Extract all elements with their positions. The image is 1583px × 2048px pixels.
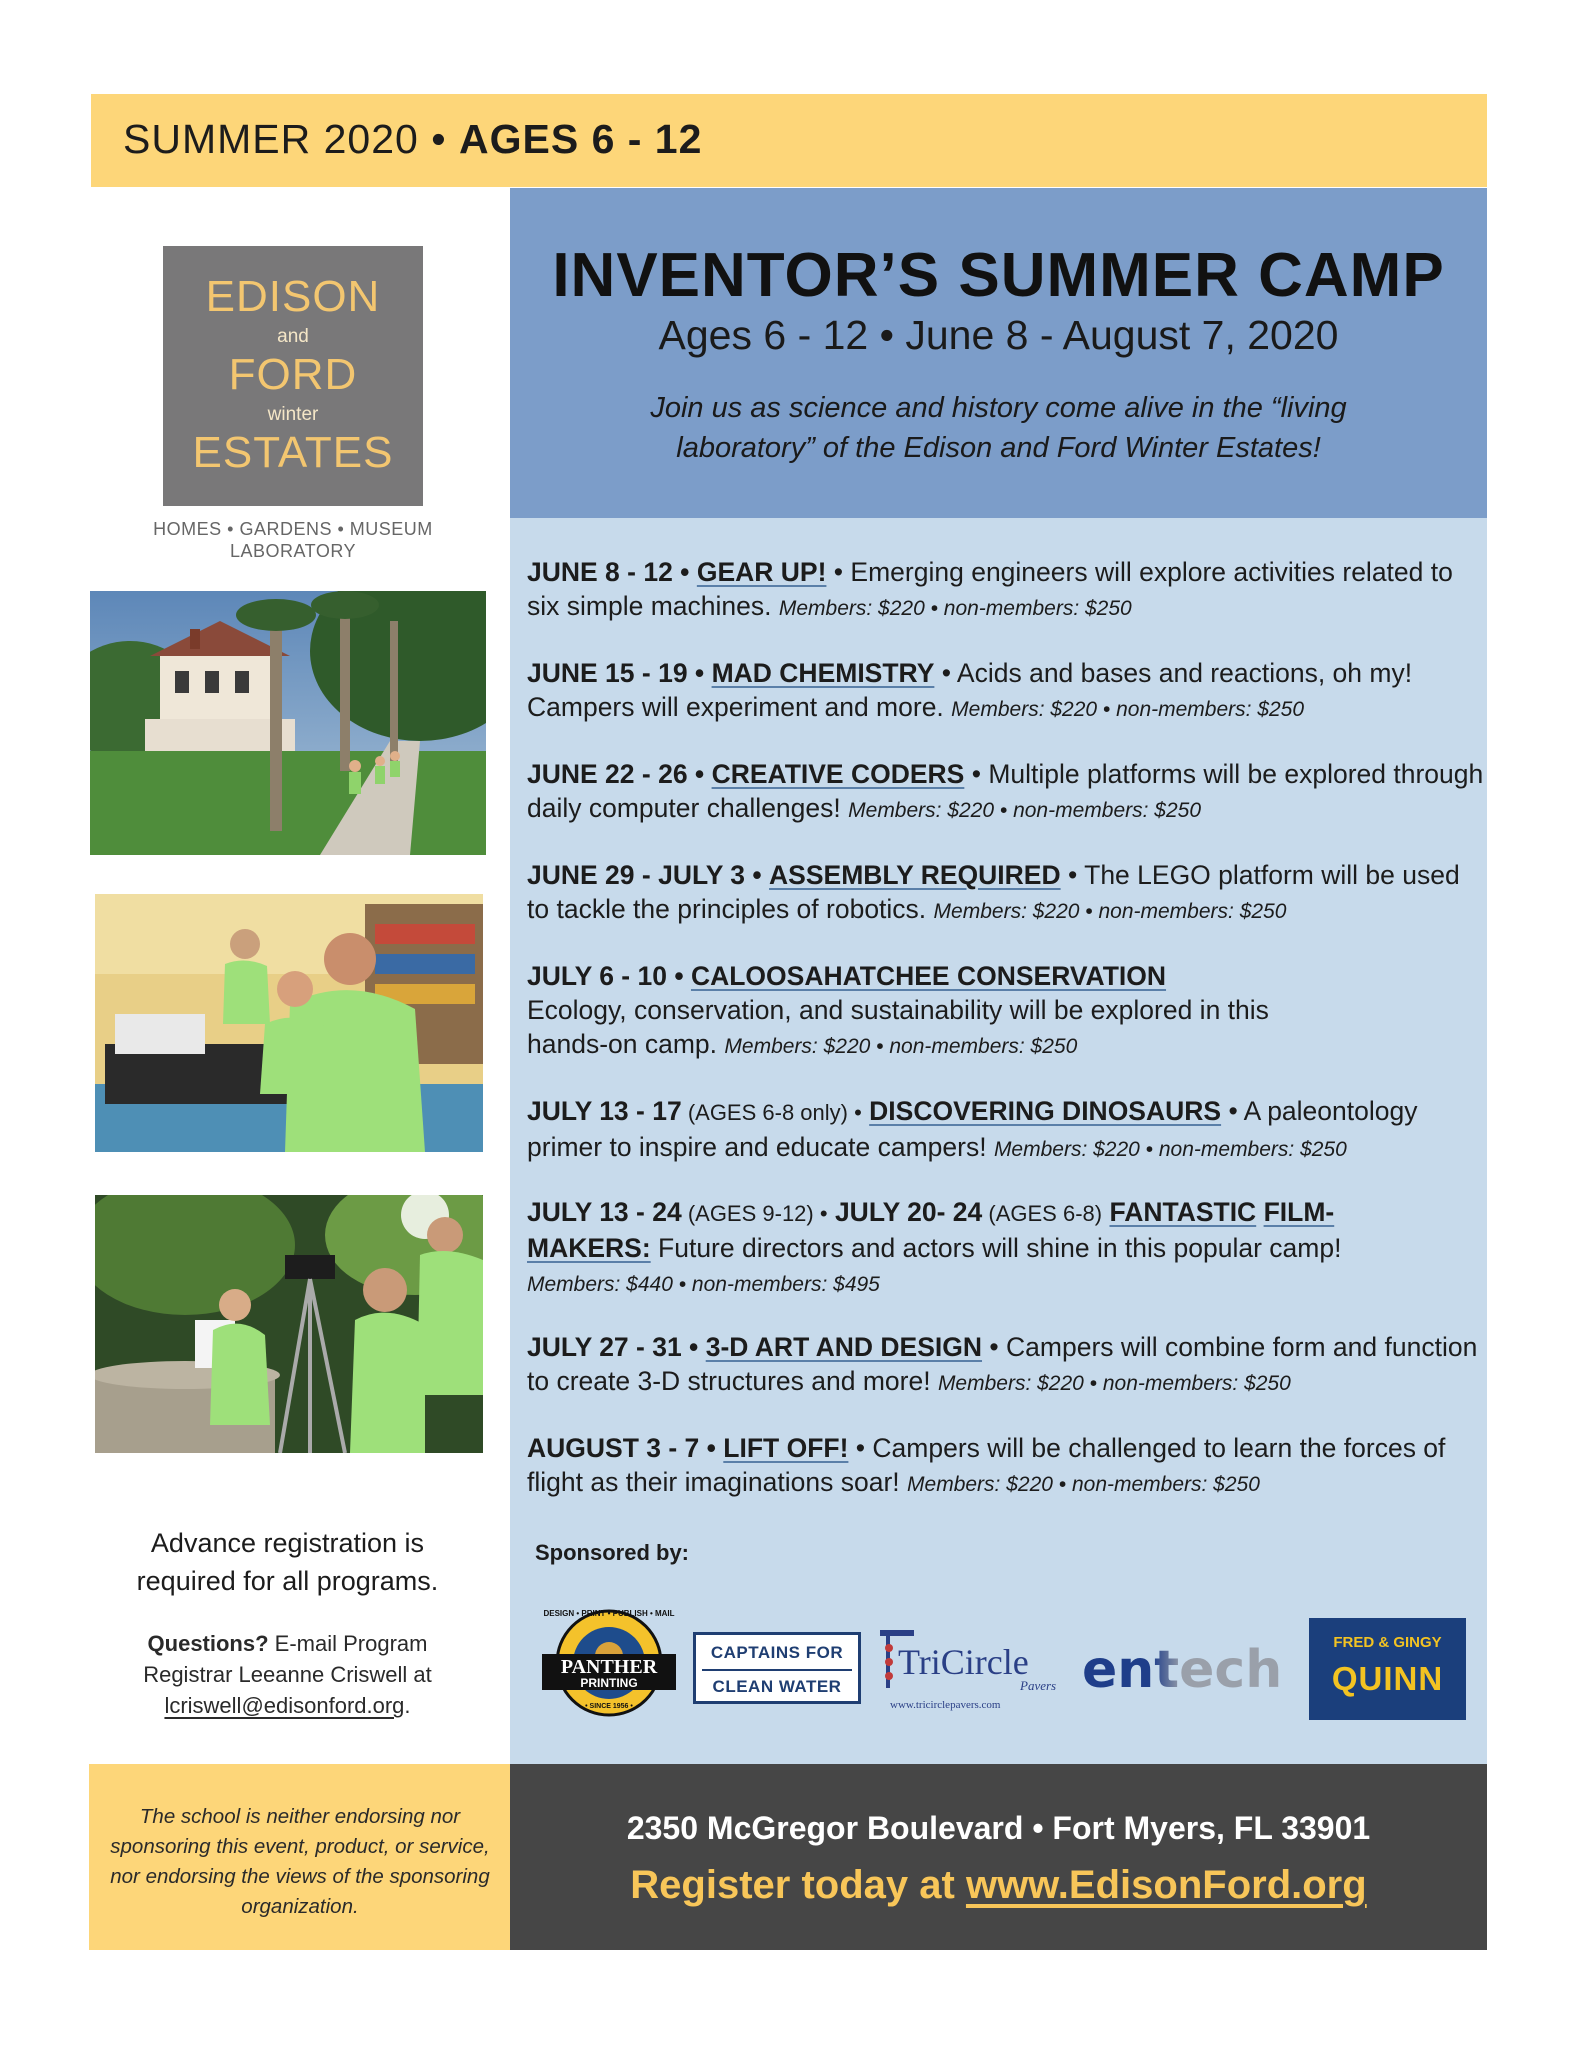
contact-email-link[interactable]: lcriswell@edisonford.org [164,1693,405,1718]
fred-gingy-quinn-logo [1309,1618,1466,1720]
captains-line1: CAPTAINS FOR [710,1643,844,1662]
quinn-line1: FRED & GINGY [1333,1634,1442,1651]
sponsor-heading: Sponsored by: [535,1540,690,1565]
panther-printing: PRINTING [580,1676,638,1690]
tricircle-pavers: Pavers [1020,1678,1057,1693]
footer-register: Register today at www.EdisonFord.org [630,1863,1367,1907]
logo-winter: winter [267,404,319,425]
footer-disclaimer: The school is neither endorsing nor sponsoring this event, product, or service, nor endorsing the views of the sponsoring organization. [110,1805,490,1918]
program-caloosahatchee-conservation: JULY 6 - 10 • CALOOSAHATCHEE CONSERVATION Ecology, conservation, and sustainability will be explored in this hands-on camp. Members: $220 • non-members: $250 [527,961,1269,1059]
camp-dates: Ages 6 - 12 • June 8 - August 7, 2020 [658,312,1339,358]
program-mad-chemistry: JUNE 15 - 19 • MAD CHEMISTRY • Acids and bases and reactions, oh my! Campers will experiment and more. Members: $220 • non-members: $250 [527,658,1413,722]
tricircle-pavers-logo [880,1624,1070,1714]
quinn-line2: QUINN [1331,1660,1444,1697]
panther-since: • SINCE 1956 • [585,1703,633,1710]
program-discovering-dinosaurs: JULY 13 - 17 (AGES 6-8 only) • DISCOVERING DINOSAURS • A paleontology primer to inspire and educate campers! Members: $220 • non-members: $250 [527,1096,1418,1162]
entech-logo [1082,1640,1294,1700]
camp-tagline: Join us as science and history come alive in the “living laboratory” of the Edison and Ford Winter Estates! [650,392,1347,464]
logo-and: and [277,326,309,347]
logo-estates: ESTATES [192,428,394,477]
program-3d-art-design: JULY 27 - 31 • 3-D ART AND DESIGN • Campers will combine form and function to create 3-D structures and more! Members: $220 • non-members: $250 [527,1332,1478,1396]
tricircle-name: TriCircle [898,1642,1029,1682]
logo-ford: FORD [228,350,358,399]
footer-address: 2350 McGregor Boulevard • Fort Myers, FL 33901 [626,1810,1371,1846]
photo-estate-house [90,591,486,855]
banner-text: SUMMER 2020 • AGES 6 - 12 [123,116,703,162]
camp-title: INVENTOR’S SUMMER CAMP [552,241,1445,310]
entech-name: entech [1082,1640,1283,1700]
captains-divider [702,1669,852,1671]
photo-campers-filming [95,1195,483,1453]
questions-contact: Questions? E-mail Program Registrar Leeanne Criswell at lcriswell@edisonford.org. [143,1631,432,1718]
program-lift-off: AUGUST 3 - 7 • LIFT OFF! • Campers will be challenged to learn the forces of flight as their imaginations soar! Members: $220 • non-members: $250 [527,1433,1446,1497]
logo-edison: EDISON [205,272,381,321]
panther-tagline: DESIGN • PRINT • PUBLISH • MAIL [543,1609,675,1618]
panther-name: PANTHER [560,1656,658,1678]
advance-registration-note: Advance registration is required for all programs. [136,1528,439,1596]
logo-subtitle: HOMES • GARDENS • MUSEUM LABORATORY [153,519,433,561]
tricircle-url: www.tricirclepavers.com [890,1699,1001,1711]
program-fantastic-film-makers: JULY 13 - 24 (AGES 9-12) • JULY 20- 24 (AGES 6-8) FANTASTIC FILM-MAKERS: Future directors and actors will shine in this popular camp! Members: $440 • non-members: $495 [527,1197,1342,1296]
captains-line2: CLEAN WATER [712,1677,842,1696]
program-gear-up: JUNE 8 - 12 • GEAR UP! • Emerging engineers will explore activities related to six simple machines. Members: $220 • non-members: $250 [527,557,1453,621]
program-assembly-required: JUNE 29 - JULY 3 • ASSEMBLY REQUIRED • The LEGO platform will be used to tackle the principles of robotics. Members: $220 • non-members: $250 [527,860,1460,924]
panther-printing-logo [540,1608,678,1718]
register-url-link[interactable]: www.EdisonFord.org [965,1863,1367,1907]
program-creative-coders: JUNE 22 - 26 • CREATIVE CODERS • Multiple platforms will be explored through daily computer challenges! Members: $220 • non-members: $250 [527,759,1484,823]
captains-for-clean-water-logo [693,1632,861,1704]
photo-campers-computers [95,894,483,1152]
footer-contact-box [510,1764,1487,1950]
